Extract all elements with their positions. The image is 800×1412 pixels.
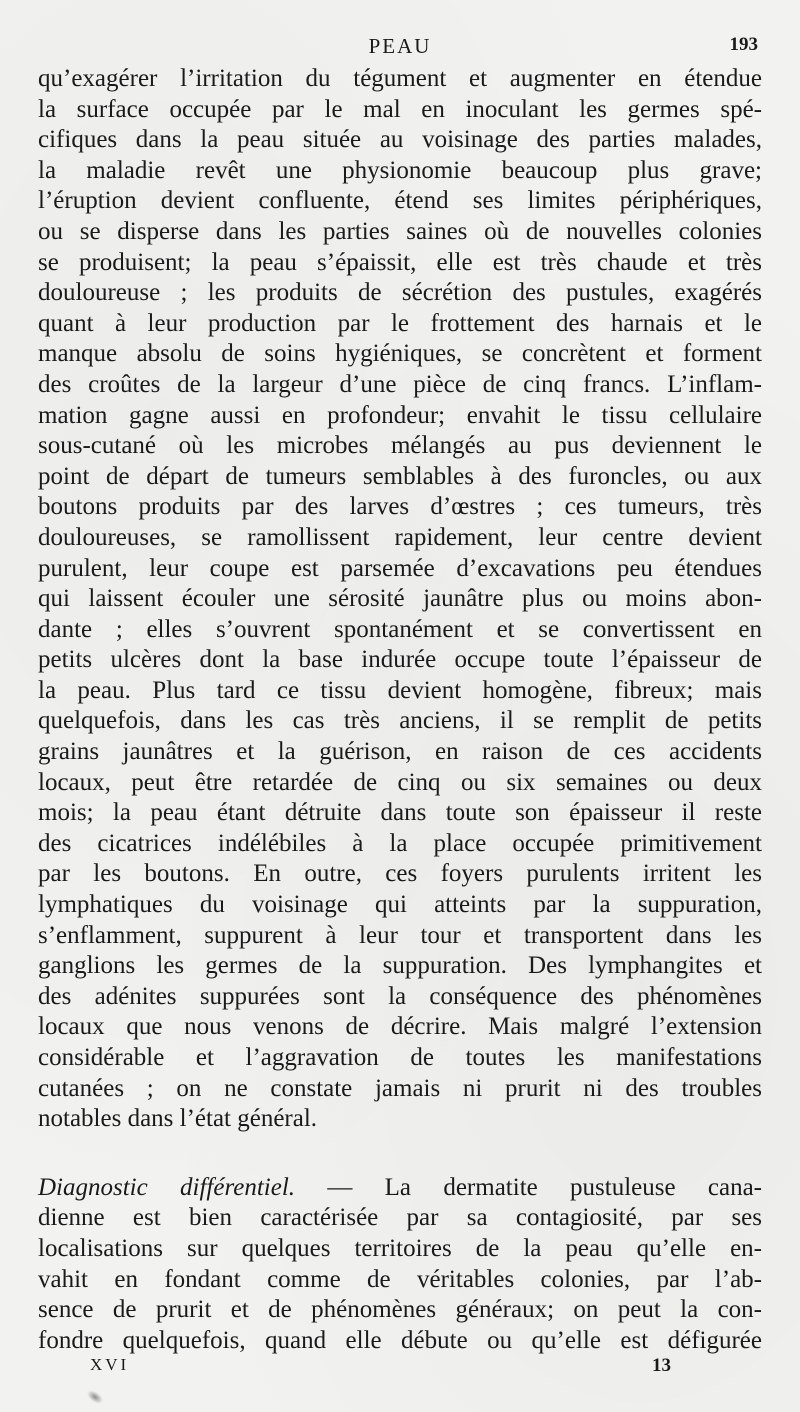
paragraph-line: manque absolu de soins hygiéniques, se concrètent et forment [38, 340, 762, 368]
running-title: PEAU [368, 34, 432, 58]
paragraph-line: sence de prurit et de phénomènes généraux; on peut la con- [38, 1296, 762, 1324]
paragraph-line: cutanées ; on ne constate jamais ni prurit ni des troubles [38, 1074, 762, 1102]
paragraph-line: boutons produits par des larves d’œstres ; ces tumeurs, très [38, 493, 762, 521]
paragraph-line: purulent, leur coupe est parsemée d’excavations peu étendues [38, 554, 762, 582]
paragraph-line [38, 1173, 762, 1204]
body-text [38, 64, 762, 1356]
paragraph-line: des croûtes de la largeur d’une pièce de cinq francs. L’inflam- [38, 370, 762, 398]
paragraph-line: la maladie revêt une physionomie beaucoup plus grave; [38, 156, 762, 184]
paragraph-line: quant à leur production par le frottement des harnais et le [38, 309, 762, 337]
sheet-number: 13 [652, 1355, 671, 1376]
page-footer [0, 1355, 800, 1381]
paragraph-line: la peau. Plus tard ce tissu devient homogène, fibreux; mais [38, 676, 762, 704]
paragraph-line: notables dans l’état général. [38, 1105, 318, 1133]
paragraph-differential-diagnosis [38, 1173, 762, 1357]
paragraph-line: ou se disperse dans les parties saines où de nouvelles colonies [38, 217, 762, 245]
paragraph-line: vahit en fondant comme de véritables colonies, par l’ab- [38, 1265, 762, 1293]
paragraph-line: grains jaunâtres et la guérison, en raison de ces accidents [38, 738, 762, 766]
paragraph-line: dante ; elles s’ouvrent spontanément et se convertissent en [38, 615, 762, 643]
section-heading: Diagnostic différentiel. [38, 1173, 296, 1201]
heading-line-rest: — La dermatite pustuleuse cana- [295, 1173, 763, 1201]
paragraph-line: qu’exagérer l’irritation du tégument et augmenter en étendue [38, 65, 762, 92]
paragraph-line: locaux, peut être retardée de cinq ou six semaines ou deux [38, 768, 762, 796]
paragraph-line: quelquefois, dans les cas très anciens, il se remplit de petits [38, 707, 762, 735]
paragraph-line: ganglions les germes de la suppuration. Des lymphangites et [38, 952, 762, 980]
paragraph-line: considérable et l’aggravation de toutes les manifestations [38, 1044, 762, 1071]
paragraph-line: douloureuse ; les produits de sécrétion des pustules, exagérés [38, 279, 762, 307]
paragraph-line: s’enflamment, suppurent à leur tour et transportent dans les [38, 921, 762, 949]
page-number: 193 [729, 34, 758, 55]
paragraph-line: se produisent; la peau s’épaissit, elle est très chaude et très [38, 248, 762, 276]
paragraph-line: point de départ de tumeurs semblables à des furoncles, ou aux [38, 462, 762, 490]
signature-mark: XVI [90, 1355, 130, 1374]
paragraph-line: localisations sur quelques territoires de la peau qu’elle en- [38, 1234, 762, 1262]
paragraph-line: des adénites suppurées sont la conséquence des phénomènes [38, 982, 762, 1010]
ink-speck [85, 1388, 105, 1407]
paragraph-line: dienne est bien caractérisée par sa contagiosité, par ses [38, 1204, 762, 1232]
paragraph-line: mation gagne aussi en profondeur; envahit le tissu cellulaire [38, 401, 762, 429]
paragraph-line: petits ulcères dont la base indurée occupe toute l’épaisseur de [38, 646, 762, 674]
paragraph-gap [38, 1135, 762, 1173]
paragraph-line: par les boutons. En outre, ces foyers purulents irritent les [38, 860, 762, 888]
paragraph-line: locaux que nous venons de décrire. Mais malgré l’extension [38, 1013, 762, 1041]
paragraph-line: mois; la peau étant détruite dans toute son épaisseur il reste [38, 799, 762, 827]
paragraph-line: l’éruption devient confluente, étend ses limites périphériques, [38, 187, 762, 215]
paragraph-line: lymphatiques du voisinage qui atteints par la suppuration, [38, 891, 762, 919]
paragraph-symptoms [38, 64, 762, 1135]
paragraph-line: sous-cutané où les microbes mélangés au pus deviennent le [38, 432, 762, 460]
paragraph-line: la surface occupée par le mal en inoculant les germes spé- [38, 95, 762, 123]
paragraph-line: douloureuses, se ramollissent rapidement, leur centre devient [38, 523, 762, 551]
paragraph-line: cifiques dans la peau située au voisinage des parties malades, [38, 126, 762, 154]
paragraph-line: qui laissent écouler une sérosité jaunâtre plus ou moins abon- [38, 585, 762, 613]
paragraph-line: fondre quelquefois, quand elle débute ou qu’elle est défigurée [38, 1326, 762, 1354]
running-head [0, 34, 800, 60]
paragraph-line: des cicatrices indélébiles à la place occupée primitivement [38, 829, 762, 857]
